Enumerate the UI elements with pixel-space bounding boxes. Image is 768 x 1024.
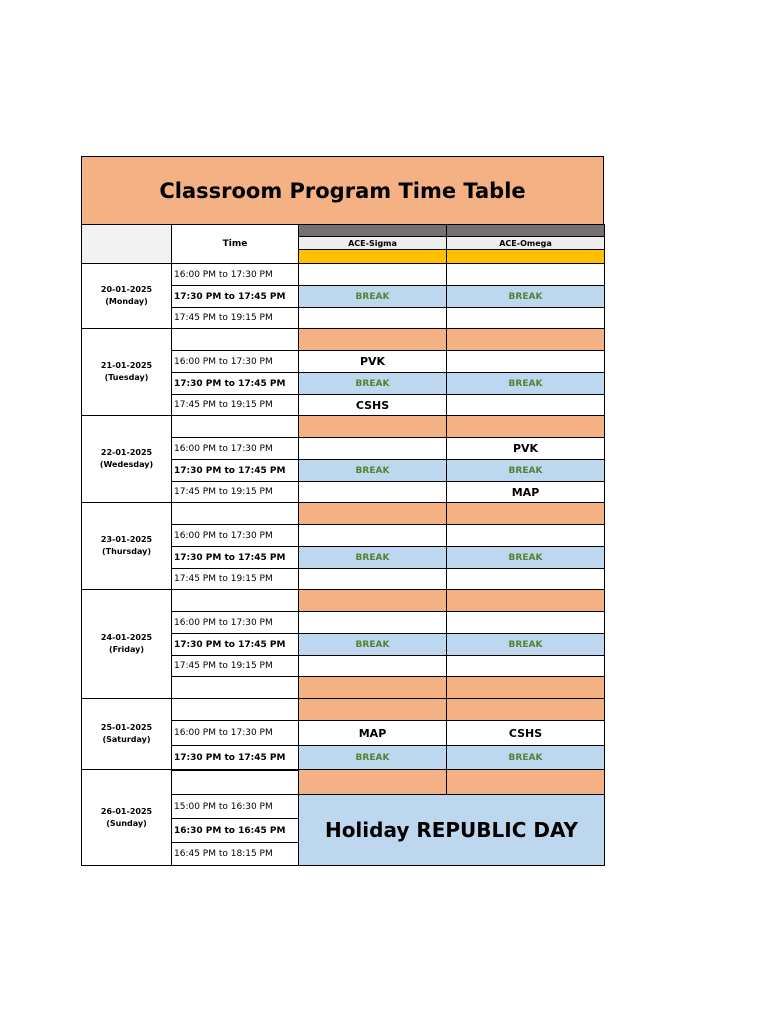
break-cell: BREAK bbox=[298, 459, 447, 482]
slot-time: 17:45 PM to 19:15 PM bbox=[171, 655, 299, 677]
day-date: 22-01-2025 bbox=[100, 448, 153, 457]
slot-time: 17:30 PM to 17:45 PM bbox=[171, 459, 299, 482]
day-date-cell bbox=[81, 698, 172, 770]
class-cell bbox=[446, 655, 605, 677]
class-cell bbox=[298, 263, 447, 286]
break-cell: BREAK bbox=[446, 459, 605, 482]
section-highlight-bar bbox=[298, 249, 447, 264]
class-cell bbox=[298, 568, 447, 590]
separator-time-cell bbox=[171, 676, 299, 699]
day-weekday: (Saturday) bbox=[102, 735, 151, 744]
day-date: 25-01-2025 bbox=[100, 723, 153, 732]
day-weekday: (Wedesday) bbox=[99, 460, 154, 469]
day-date-cell bbox=[81, 769, 172, 866]
slot-time: 17:30 PM to 17:45 PM bbox=[171, 745, 299, 770]
class-cell: MAP bbox=[446, 481, 605, 503]
class-cell bbox=[446, 611, 605, 634]
section-name-omega: ACE-Omega bbox=[446, 236, 605, 250]
class-cell bbox=[298, 481, 447, 503]
separator-row bbox=[446, 698, 605, 721]
day-weekday: (Tuesday) bbox=[104, 373, 149, 382]
day-date-cell bbox=[81, 589, 172, 699]
slot-time: 16:00 PM to 17:30 PM bbox=[171, 437, 299, 460]
break-cell: BREAK bbox=[298, 745, 447, 770]
day-date: 20-01-2025 bbox=[100, 285, 153, 294]
class-cell: MAP bbox=[298, 720, 447, 746]
separator-row bbox=[298, 676, 447, 699]
class-cell: PVK bbox=[446, 437, 605, 460]
separator-row bbox=[446, 502, 605, 525]
break-cell: BREAK bbox=[446, 546, 605, 569]
separator-time-cell bbox=[171, 328, 299, 351]
slot-time: 17:45 PM to 19:15 PM bbox=[171, 307, 299, 329]
header-blank bbox=[81, 224, 172, 264]
class-cell bbox=[298, 437, 447, 460]
day-weekday: (Friday) bbox=[108, 645, 145, 654]
day-weekday: (Sunday) bbox=[106, 818, 147, 828]
day-date-cell bbox=[81, 263, 172, 329]
break-cell: BREAK bbox=[298, 285, 447, 308]
day-weekday: (Monday) bbox=[105, 297, 148, 306]
separator-time-cell bbox=[171, 415, 299, 438]
slot-time: 16:45 PM to 18:15 PM bbox=[171, 842, 299, 866]
class-cell: CSHS bbox=[298, 394, 447, 416]
break-cell: BREAK bbox=[298, 633, 447, 656]
separator-time-cell bbox=[171, 589, 299, 612]
timetable bbox=[81, 156, 604, 866]
separator-row bbox=[298, 415, 447, 438]
day-date: 21-01-2025 bbox=[100, 361, 153, 370]
slot-time: 15:00 PM to 16:30 PM bbox=[171, 794, 299, 819]
separator-row bbox=[446, 415, 605, 438]
day-date-cell bbox=[81, 502, 172, 590]
slot-time: 16:00 PM to 17:30 PM bbox=[171, 611, 299, 634]
slot-time: 17:45 PM to 19:15 PM bbox=[171, 568, 299, 590]
class-cell bbox=[446, 350, 605, 373]
separator-row bbox=[446, 589, 605, 612]
separator-row bbox=[298, 328, 447, 351]
break-cell: BREAK bbox=[298, 546, 447, 569]
separator-row bbox=[446, 769, 605, 795]
day-date-cell bbox=[81, 415, 172, 503]
class-cell: PVK bbox=[298, 350, 447, 373]
separator-time-cell bbox=[171, 698, 299, 721]
class-cell bbox=[446, 524, 605, 547]
slot-time: 16:00 PM to 17:30 PM bbox=[171, 720, 299, 746]
separator-time-cell bbox=[171, 769, 299, 795]
day-date: 26-01-2025 bbox=[100, 806, 153, 816]
separator-row bbox=[298, 589, 447, 612]
slot-time: 17:45 PM to 19:15 PM bbox=[171, 481, 299, 503]
day-date-cell bbox=[81, 328, 172, 416]
slot-time: 16:30 PM to 16:45 PM bbox=[171, 818, 299, 843]
slot-time: 16:00 PM to 17:30 PM bbox=[171, 263, 299, 286]
holiday-banner: Holiday REPUBLIC DAY bbox=[298, 794, 605, 866]
slot-time: 17:30 PM to 17:45 PM bbox=[171, 546, 299, 569]
separator-row bbox=[298, 502, 447, 525]
time-column-header: Time bbox=[171, 224, 299, 264]
break-cell: BREAK bbox=[446, 372, 605, 395]
separator-row bbox=[298, 769, 447, 795]
class-cell bbox=[298, 524, 447, 547]
slot-time: 16:00 PM to 17:30 PM bbox=[171, 350, 299, 373]
page-title: Classroom Program Time Table bbox=[81, 156, 604, 225]
class-cell bbox=[446, 263, 605, 286]
separator-row bbox=[298, 698, 447, 721]
class-cell bbox=[446, 394, 605, 416]
break-cell: BREAK bbox=[446, 745, 605, 770]
separator-row bbox=[446, 676, 605, 699]
section-name-sigma: ACE-Sigma bbox=[298, 236, 447, 250]
break-cell: BREAK bbox=[298, 372, 447, 395]
slot-time: 17:30 PM to 17:45 PM bbox=[171, 285, 299, 308]
slot-time: 17:30 PM to 17:45 PM bbox=[171, 372, 299, 395]
class-cell bbox=[298, 307, 447, 329]
class-cell bbox=[298, 655, 447, 677]
slot-time: 17:45 PM to 19:15 PM bbox=[171, 394, 299, 416]
day-date: 24-01-2025 bbox=[100, 633, 153, 642]
break-cell: BREAK bbox=[446, 285, 605, 308]
day-date: 23-01-2025 bbox=[100, 535, 153, 544]
separator-time-cell bbox=[171, 502, 299, 525]
section-highlight-bar bbox=[446, 249, 605, 264]
slot-time: 17:30 PM to 17:45 PM bbox=[171, 633, 299, 656]
class-cell bbox=[446, 307, 605, 329]
class-cell: CSHS bbox=[446, 720, 605, 746]
class-cell bbox=[298, 611, 447, 634]
separator-row bbox=[446, 328, 605, 351]
day-weekday: (Thursday) bbox=[102, 547, 151, 556]
break-cell: BREAK bbox=[446, 633, 605, 656]
class-cell bbox=[446, 568, 605, 590]
slot-time: 16:00 PM to 17:30 PM bbox=[171, 524, 299, 547]
